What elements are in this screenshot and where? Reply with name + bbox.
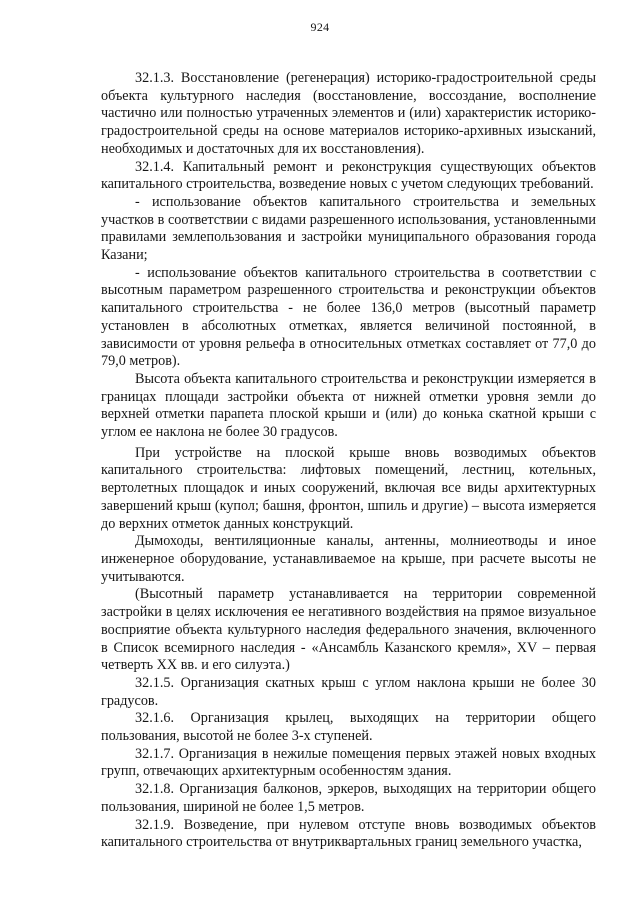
- paragraph-32-1-5: 32.1.5. Организация скатных крыш с углом наклона крыши не более 30 градусов.: [101, 674, 596, 709]
- page-number: 924: [310, 20, 330, 34]
- document-body: [101, 70, 596, 852]
- paragraph-roof-structures: При устройстве на плоской крыше вновь возводимых объектов капитального строительства: лифтовых помещений, лестниц, котельных, вертолетных площадок и иных сооружений, включая все виды архитектурных завершений крыш (купол; башня, фронтон, шпиль и другие) – высота измеряется до верхних отметок данных конструкций.: [101, 444, 596, 532]
- paragraph-32-1-9: 32.1.9. Возведение, при нулевом отступе вновь возводимых объектов капитального строительства от внутриквартальных границ земельного участка,: [101, 816, 596, 851]
- paragraph-roof-equipment: Дымоходы, вентиляционные каналы, антенны, молниеотводы и иное инженерное оборудование, устанавливаемое на крыше, при расчете высоты не учитываются.: [101, 533, 596, 585]
- paragraph-height-measurement: Высота объекта капитального строительства и реконструкции измеряется в границах площади застройки объекта от нижней отметки уровня земли до верхней отметки парапета плоской крыши и (или) до конька скатной крыши с углом ее наклона не более 30 градусов.: [101, 370, 596, 441]
- paragraph-32-1-8: 32.1.8. Организация балконов, эркеров, выходящих на территории общего пользования, шириной не более 1,5 метров.: [101, 781, 596, 815]
- paragraph-height-rationale: (Высотный параметр устанавливается на территории современной застройки в целях исключения ее негативного воздействия на прямое визуальное восприятие объекта культурного наследия федерального значения, включенного в Список всемирного наследия - «Ансамбль Казанского кремля», XV – первая четверть XX вв. и его силуэта.): [101, 586, 596, 674]
- paragraph-32-1-4: 32.1.4. Капитальный ремонт и реконструкция существующих объектов капитального строительства, возведение новых с учетом следующих требований.: [101, 158, 596, 193]
- requirement-land-use: - использование объектов капитального строительства и земельных участков в соответствии с видами разрешенного использования, установленными правилами землепользования и застройки муниципального образования города Казани;: [101, 193, 596, 264]
- paragraph-32-1-6: 32.1.6. Организация крылец, выходящих на территории общего пользования, высотой не более 3-х ступеней.: [101, 710, 596, 745]
- paragraph-32-1-3: 32.1.3. Восстановление (регенерация) историко-градостроительной среды объекта культурного наследия (восстановление, воссоздание, восполнение частично или полностью утраченных элементов и (или) характеристик историко-градостроительной среды на основе материалов историко-архивных изысканий, необходимых и достаточных для их восстановления).: [101, 70, 596, 157]
- requirement-height-limit: - использование объектов капитального строительства в соответствии с высотным параметром разрешенного строительства и реконструкции объектов капитального строительства - не более 136,0 метров (высотный параметр установлен в абсолютных отметках, является величиной постоянной, в зависимости от уровня рельефа в относительных отметках составляет от 77,0 до 79,0 метров).: [101, 264, 596, 370]
- paragraph-32-1-7: 32.1.7. Организация в нежилые помещения первых этажей новых входных групп, отвечающих архитектурным особенностям здания.: [101, 745, 596, 780]
